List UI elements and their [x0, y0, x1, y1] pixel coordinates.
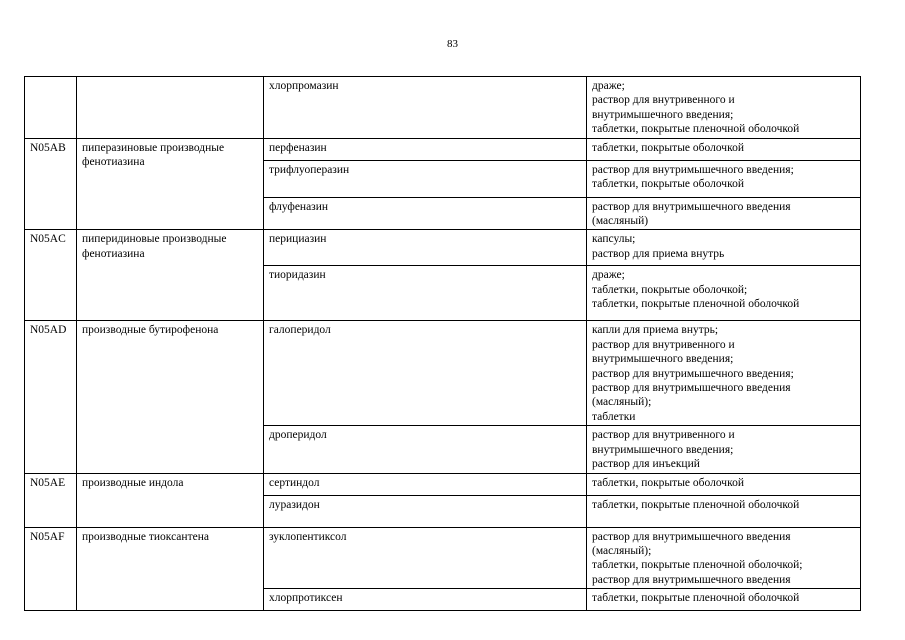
dosage-form-line: раствор для приема внутрь: [592, 247, 725, 260]
dosage-form-line: внутримышечного введения;: [592, 353, 734, 366]
dosage-forms-cell: [587, 473, 861, 495]
dosage-forms-cell: [587, 197, 861, 230]
dosage-form-line: (масляный);: [592, 545, 652, 558]
group-name-cell: [77, 230, 264, 321]
dosage-form-line: драже;: [592, 80, 625, 92]
group-name-cell: [77, 527, 264, 611]
drug-name-cell: трифлуоперазин: [264, 160, 587, 197]
dosage-form-line: таблетки, покрытые пленочной оболочкой: [592, 298, 800, 311]
drug-table: [24, 76, 861, 611]
group-name-cell: [77, 321, 264, 473]
drug-name-cell: дроперидол: [264, 426, 587, 473]
dosage-form-line: (масляный): [592, 215, 649, 228]
dosage-form-line: раствор для внутримышечного введения: [592, 530, 791, 543]
dosage-form-line: раствор для инъекций: [592, 458, 700, 471]
dosage-form-line: таблетки, покрытые оболочкой: [592, 178, 744, 191]
group-name-cell: [77, 77, 264, 139]
dosage-forms-cell: [587, 527, 861, 589]
table-row: [25, 138, 861, 160]
dosage-form-line: драже;: [592, 269, 625, 282]
group-name-line: производные тиоксантена: [82, 530, 209, 543]
drug-name-cell: галоперидол: [264, 321, 587, 426]
dosage-form-line: раствор для внутримышечного введения;: [592, 163, 794, 176]
dosage-form-line: внутримышечного введения;: [592, 108, 734, 121]
drug-name-cell: хлорпромазин: [264, 77, 587, 139]
drug-name-cell: сертиндол: [264, 473, 587, 495]
table-row: [25, 321, 861, 426]
dosage-form-line: раствор для внутримышечного введения: [592, 573, 791, 586]
dosage-form-line: раствор для внутривенного и: [592, 429, 735, 442]
group-name-line: пиперазиновые производные: [82, 141, 225, 154]
group-name-line: фенотиазина: [82, 247, 145, 260]
table-row: [25, 77, 861, 139]
group-name-cell: [77, 473, 264, 527]
dosage-forms-cell: [587, 160, 861, 197]
dosage-forms-cell: [587, 321, 861, 426]
dosage-form-line: капли для приема внутрь;: [592, 324, 719, 337]
group-name-cell: [77, 138, 264, 230]
dosage-form-line: раствор для внутривенного и: [592, 94, 735, 107]
dosage-form-line: внутримышечного введения;: [592, 443, 734, 456]
dosage-forms-cell: [587, 495, 861, 527]
dosage-forms-cell: [587, 230, 861, 266]
dosage-form-line: раствор для внутривенного и: [592, 338, 735, 351]
dosage-form-line: таблетки, покрытые пленочной оболочкой;: [592, 559, 803, 572]
atc-code-cell: N05AE: [25, 473, 77, 527]
dosage-form-line: таблетки, покрытые пленочной оболочкой: [592, 498, 800, 511]
drug-name-cell: флуфеназин: [264, 197, 587, 230]
dosage-form-line: таблетки, покрытые пленочной оболочкой: [592, 592, 800, 605]
dosage-forms-cell: [587, 589, 861, 611]
dosage-form-line: раствор для внутримышечного введения: [592, 382, 791, 395]
drug-name-cell: зуклопентиксол: [264, 527, 587, 589]
dosage-form-line: раствор для внутримышечного введения: [592, 200, 791, 213]
dosage-forms-cell: [587, 77, 861, 139]
drug-name-cell: луразидон: [264, 495, 587, 527]
dosage-form-line: таблетки, покрытые оболочкой: [592, 476, 744, 489]
atc-code-cell: N05AF: [25, 527, 77, 611]
dosage-form-line: таблетки: [592, 410, 636, 423]
drug-name-cell: перфеназин: [264, 138, 587, 160]
atc-code-cell: N05AC: [25, 230, 77, 321]
drug-name-cell: перициазин: [264, 230, 587, 266]
group-name-line: производные индола: [82, 476, 184, 489]
table-row: [25, 527, 861, 589]
drug-name-cell: тиоридазин: [264, 266, 587, 321]
dosage-form-line: (масляный);: [592, 396, 652, 409]
dosage-form-line: капсулы;: [592, 233, 636, 246]
dosage-forms-cell: [587, 266, 861, 321]
dosage-form-line: таблетки, покрытые оболочкой;: [592, 283, 748, 296]
drug-name-cell: хлорпротиксен: [264, 589, 587, 611]
dosage-form-line: раствор для внутримышечного введения;: [592, 367, 794, 380]
group-name-line: производные бутирофенона: [82, 324, 219, 337]
group-name-line: фенотиазина: [82, 156, 145, 169]
dosage-form-line: таблетки, покрытые оболочкой: [592, 141, 744, 154]
drug-table-body: [25, 77, 861, 611]
group-name-line: пиперидиновые производные: [82, 233, 227, 246]
dosage-forms-cell: [587, 138, 861, 160]
atc-code-cell: [25, 77, 77, 139]
table-row: [25, 230, 861, 266]
table-row: [25, 473, 861, 495]
dosage-forms-cell: [587, 426, 861, 473]
page-number: 83: [447, 38, 458, 50]
dosage-form-line: таблетки, покрытые пленочной оболочкой: [592, 123, 800, 136]
atc-code-cell: N05AD: [25, 321, 77, 473]
atc-code-cell: N05AB: [25, 138, 77, 230]
